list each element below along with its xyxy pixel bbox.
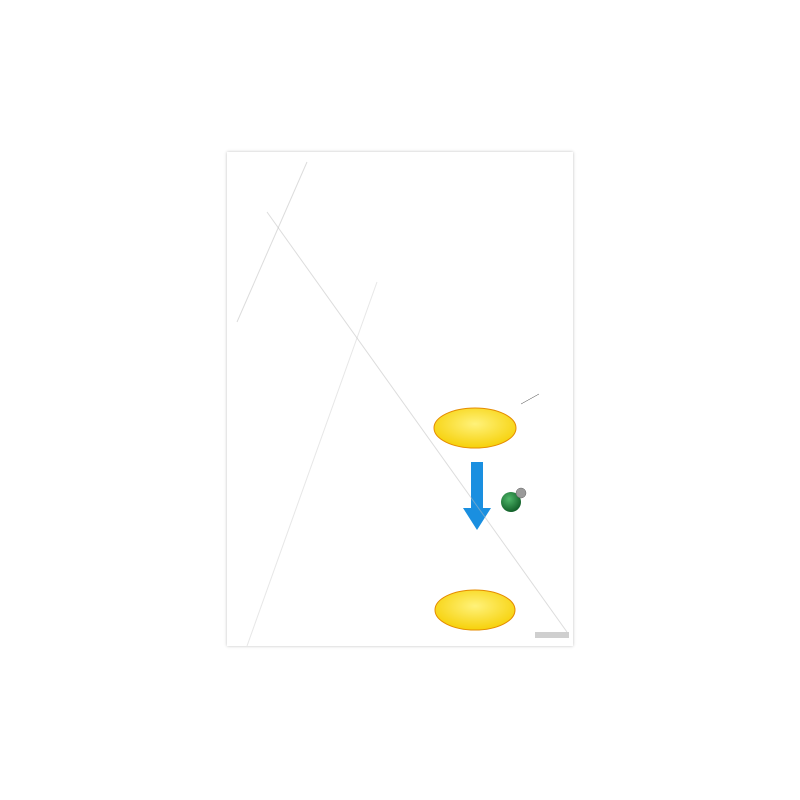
protein-blob-bottom bbox=[435, 590, 515, 630]
poster bbox=[227, 152, 573, 646]
sodium-ion bbox=[516, 488, 526, 498]
publisher-logo bbox=[535, 632, 569, 638]
protein-blob-top bbox=[434, 408, 516, 448]
arrow-down-icon bbox=[463, 462, 491, 530]
water-pointer-line bbox=[521, 394, 539, 404]
koagulacja-diagram bbox=[395, 362, 573, 646]
